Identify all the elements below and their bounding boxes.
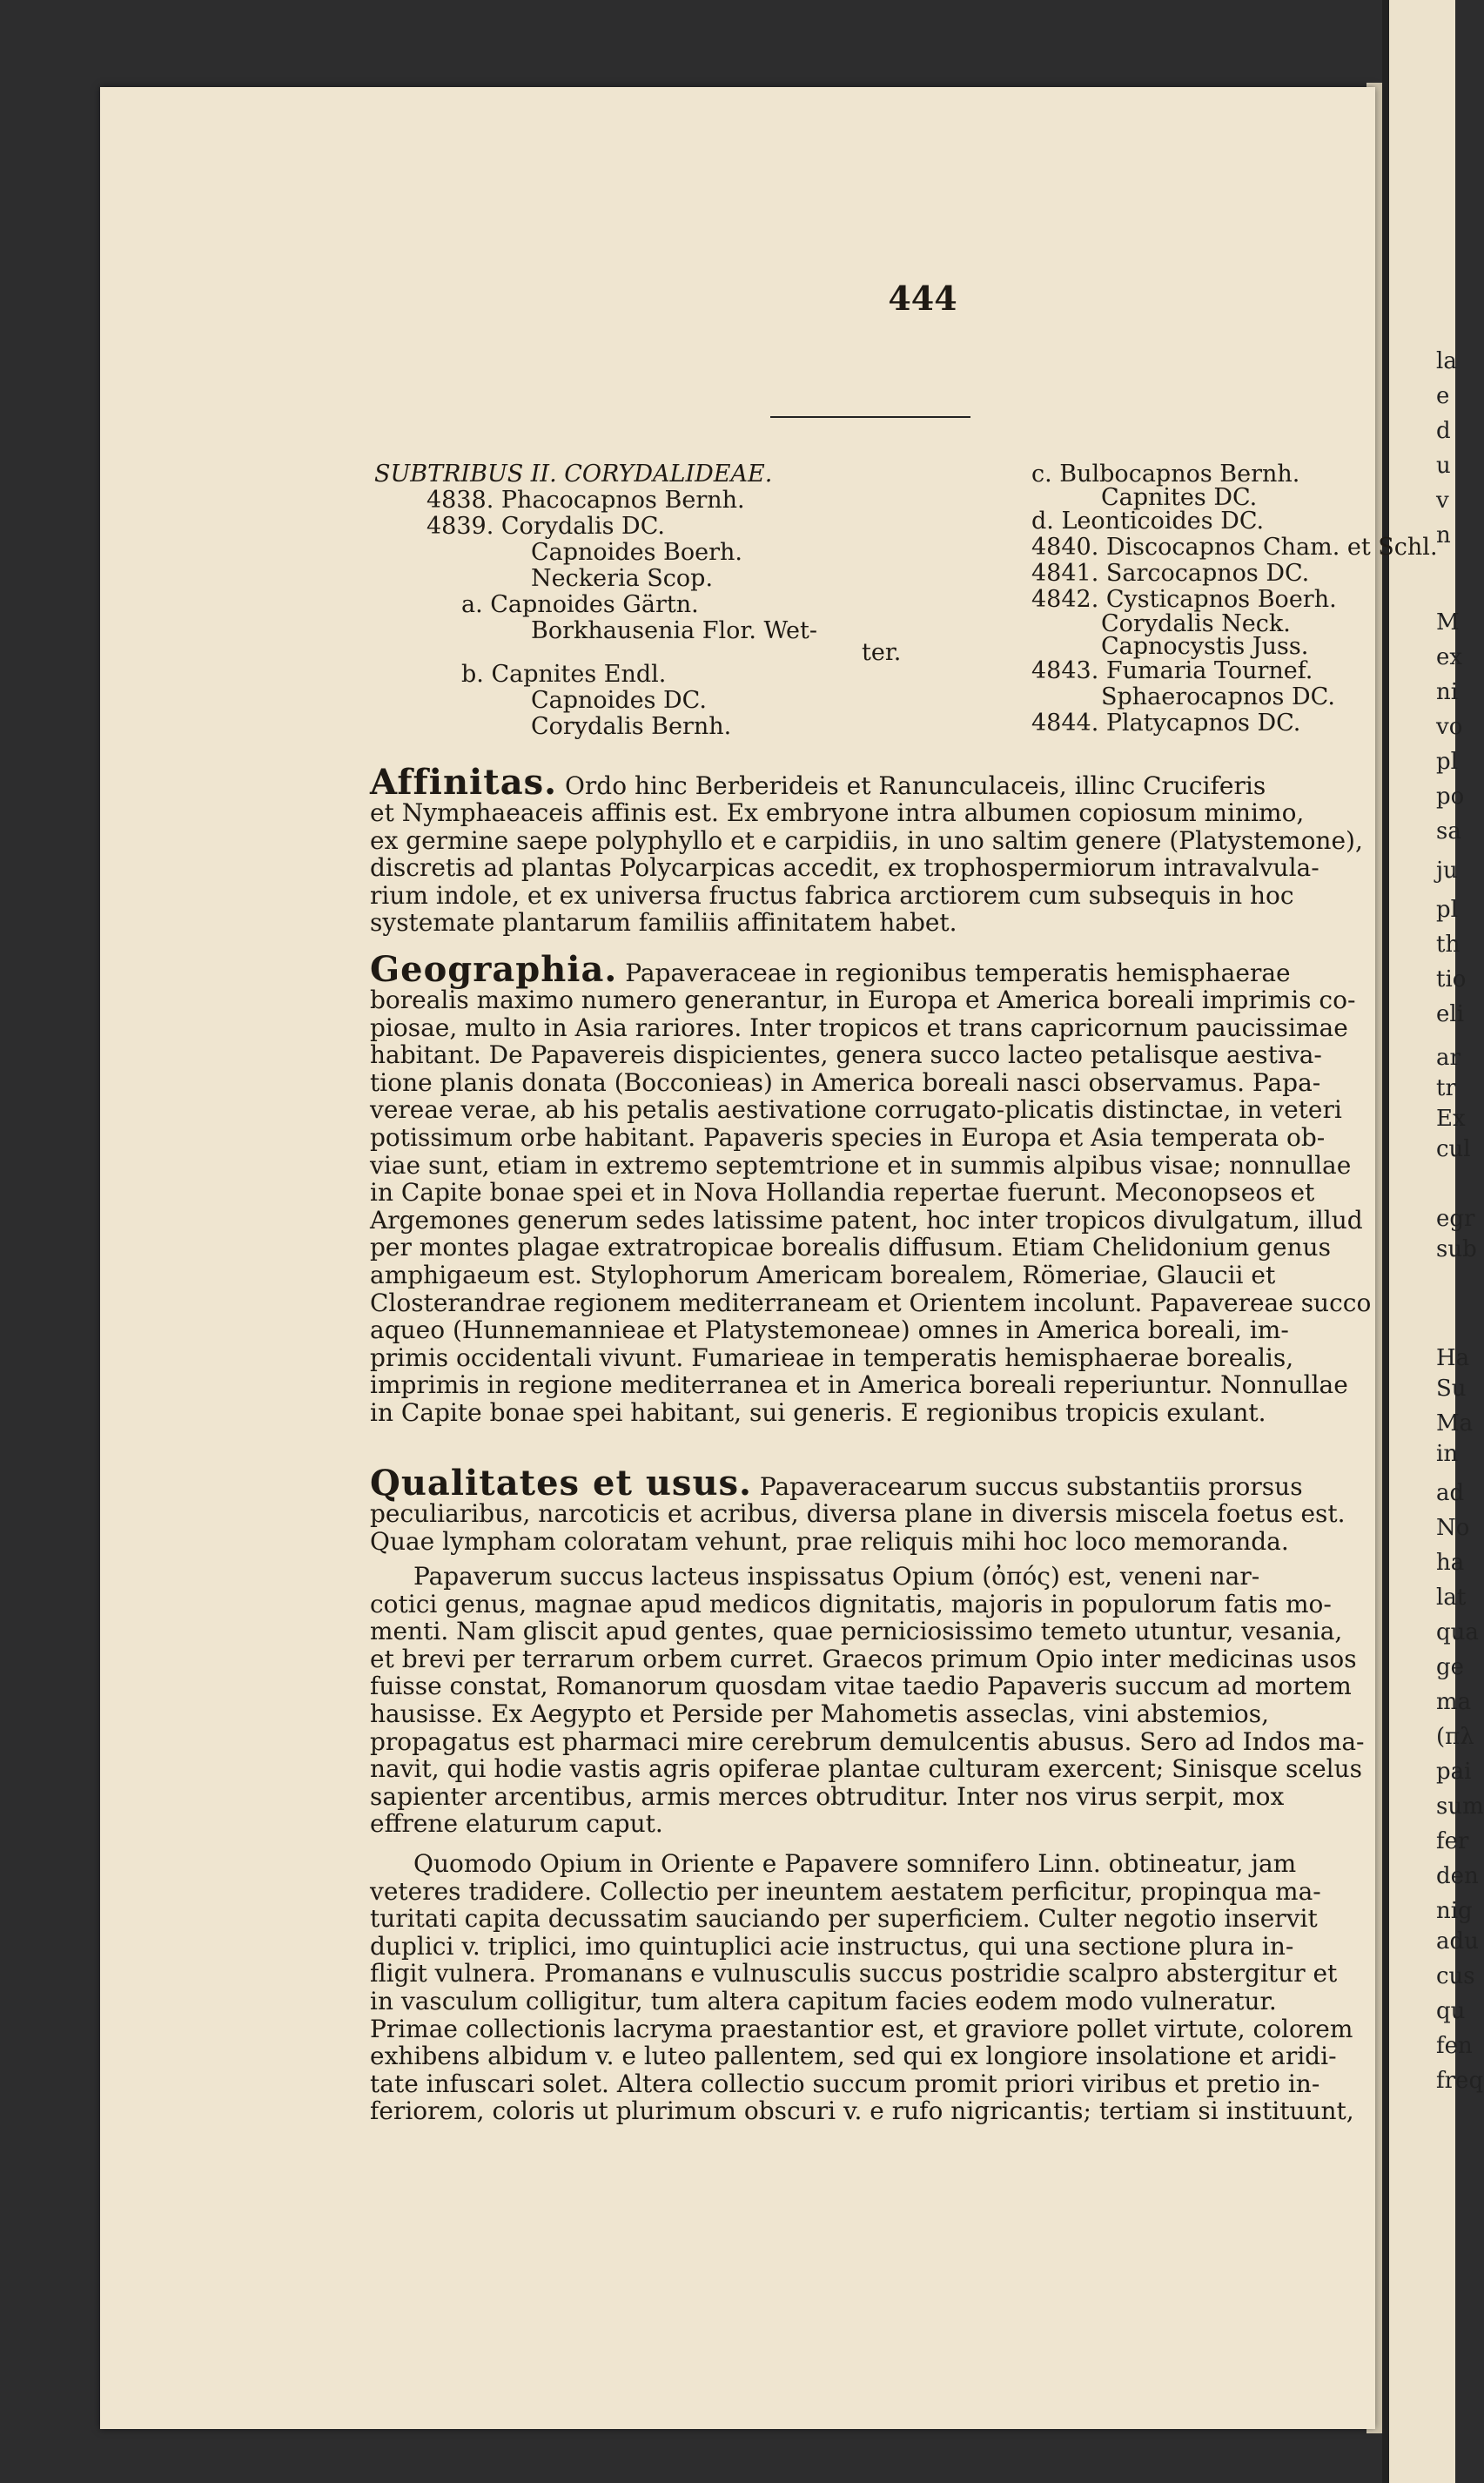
next-page-fragment: fen xyxy=(1436,2033,1473,2059)
next-page-fragment: adu xyxy=(1436,1928,1479,1955)
genus-line: 4843. Fumaria Tournef. xyxy=(1031,657,1313,684)
next-page-fragment: qua xyxy=(1436,1619,1479,1645)
text-line: per montes plagae extratropicae borealis diffusum. Etiam Chelidonium genus xyxy=(370,1233,1331,1262)
text-line: feriorem, coloris ut plurimum obscuri v. e rufo nigricantis; tertiam si instituunt, xyxy=(370,2096,1354,2126)
next-page-fragment: in xyxy=(1436,1441,1459,1467)
genus-line: 4840. Discocapnos Cham. et Schl. xyxy=(1031,534,1438,561)
text-line: discretis ad plantas Polycarpicas accedit, ex trophospermiorum intravalvula- xyxy=(370,853,1319,883)
text-line: piosae, multo in Asia rariores. Inter tropicos et trans capricornum paucissimae xyxy=(370,1013,1348,1042)
next-page-fragment: cul xyxy=(1436,1136,1471,1162)
synonym-line: ter. xyxy=(862,639,902,666)
next-page-fragment: egr xyxy=(1436,1206,1475,1232)
text-line: primis occidentali vivunt. Fumarieae in temperatis hemisphaerae borealis, xyxy=(370,1342,1294,1372)
text-line: cotici genus, magnae apud medicos dignitatis, majoris in populorum fatis mo- xyxy=(370,1589,1332,1618)
text-line: Papaveracearum succus substantiis prorsus xyxy=(759,1472,1303,1501)
text-line: potissimum orbe habitant. Papaveris species in Europa et Asia temperata ob- xyxy=(370,1122,1326,1152)
genus-line: 4838. Phacocapnos Bernh. xyxy=(426,487,745,514)
text-line: duplici v. triplici, imo quintuplici acie instructus, qui una sectione plura in- xyxy=(370,1931,1294,1961)
text-line: in Capite bonae spei et in Nova Hollandia repertae fuerunt. Meconopseos et xyxy=(370,1178,1315,1208)
qualitates-paragraph xyxy=(370,1463,1458,1556)
next-page-fragment: Ha xyxy=(1436,1345,1470,1371)
text-line: tione planis donata (Bocconieas) in America boreali nasci observamus. Papa- xyxy=(370,1067,1321,1097)
next-page-fragment: ma xyxy=(1436,1689,1472,1715)
text-line: Argemones generum sedes latissime patent, hoc inter tropicos divulgatum, illud xyxy=(370,1205,1363,1235)
next-page-fragment: ju xyxy=(1436,858,1458,884)
next-page-fragment: pai xyxy=(1436,1759,1472,1785)
text-line: menti. Nam gliscit apud gentes, quae perniciosissimo temeto utuntur, vesania, xyxy=(370,1617,1343,1646)
papaverum-paragraph xyxy=(370,1563,1458,1838)
next-page-fragment: th xyxy=(1436,932,1460,958)
text-line: sapienter arcentibus, armis merces obtruditur. Inter nos virus serpit, mox xyxy=(370,1781,1285,1811)
next-page-fragment: sum xyxy=(1436,1793,1484,1820)
text-line: veteres tradidere. Collectio per ineuntem aestatem perficitur, propinqua ma- xyxy=(370,1876,1321,1906)
synonym-line: Corydalis Bernh. xyxy=(531,713,732,740)
text-line: amphigaeum est. Stylophorum Americam borealem, Römeriae, Glaucii et xyxy=(370,1260,1276,1289)
next-page-fragment: ex xyxy=(1436,644,1463,670)
section-line: c. Bulbocapnos Bernh. xyxy=(1031,461,1300,488)
affinitas-title: Affinitas. xyxy=(370,762,558,803)
text-line: peculiaribus, narcoticis et acribus, diversa plane in diversis miscela foetus est. xyxy=(370,1499,1346,1528)
text-line: in vasculum colligitur, tum altera capitum facies eodem modo vulneratur. xyxy=(370,1986,1277,2015)
next-page-fragment: Ex xyxy=(1436,1106,1466,1132)
text-line: et brevi per terrarum orbem curret. Graecos primum Opio inter medicinas usos xyxy=(370,1644,1357,1673)
header-rule xyxy=(770,416,970,418)
synonym-line: Corydalis Neck. xyxy=(1101,610,1291,637)
next-page-fragment: la xyxy=(1436,348,1457,374)
next-page-fragment: ge xyxy=(1436,1654,1465,1680)
genus-line: 4841. Sarcocapnos DC. xyxy=(1031,560,1310,587)
subtribus-heading: SUBTRIBUS II. CORYDALIDEAE. xyxy=(374,461,773,488)
next-page-fragment: po xyxy=(1436,784,1465,810)
text-line: fuisse constat, Romanorum quosdam vitae taedio Papaveris succum ad mortem xyxy=(370,1672,1352,1701)
next-page-fragment: ni xyxy=(1436,679,1459,705)
next-page-fragment: cus xyxy=(1436,1963,1475,1989)
text-line: Ordo hinc Berberideis et Ranunculaceis, illinc Cruciferis xyxy=(564,771,1266,800)
book-page xyxy=(100,87,1438,2429)
next-page-fragment: sub xyxy=(1436,1236,1477,1262)
next-page-fragment: e xyxy=(1436,383,1450,409)
next-page-fragment: M xyxy=(1436,609,1460,636)
next-page-fragment: u xyxy=(1436,453,1451,479)
synonym-line: Borkhausenia Flor. Wet- xyxy=(531,617,818,644)
synonym-line: Capnoides Boerh. xyxy=(531,539,742,566)
next-page-fragment: freq xyxy=(1436,2068,1484,2094)
text-line: viae sunt, etiam in extremo septemtrione et in summis alpibus visae; nonnullae xyxy=(370,1150,1352,1180)
text-line: Primae collectionis lacryma praestantior est, et graviore pollet virtute, colorem xyxy=(370,2014,1353,2043)
text-line: exhibens albidum v. e luteo pallentem, sed qui ex longiore insolatione et aridi- xyxy=(370,2042,1337,2071)
text-line: et Nymphaeaceis affinis est. Ex embryone intra albumen copiosum minimo, xyxy=(370,798,1305,827)
text-line: Papaveraceae in regionibus temperatis hemisphaerae xyxy=(625,959,1291,987)
text-line: hausisse. Ex Aegypto et Perside per Mahometis asseclas, vini abstemios, xyxy=(370,1699,1270,1728)
next-page-fragment: pl xyxy=(1436,749,1458,775)
next-page-fragment: nig xyxy=(1436,1898,1473,1924)
geographia-paragraph xyxy=(370,949,1458,1427)
text-line: Quomodo Opium in Oriente e Papavere somnifero Linn. obtineatur, jam xyxy=(413,1849,1297,1878)
next-page-fragment: (πλ xyxy=(1436,1724,1474,1750)
genus-line: 4842. Cysticapnos Boerh. xyxy=(1031,586,1337,613)
next-page-fragment: tr xyxy=(1436,1075,1456,1101)
affinitas-paragraph xyxy=(370,762,1458,938)
next-page-fragment: eli xyxy=(1436,1001,1465,1027)
section-line: d. Leonticoides DC. xyxy=(1031,508,1265,535)
next-page-fragment: qu xyxy=(1436,1998,1466,2024)
next-page-fragment: No xyxy=(1436,1515,1470,1541)
page-content xyxy=(100,87,1438,2429)
text-line: effrene elaturum caput. xyxy=(370,1809,663,1839)
next-page-fragment: tio xyxy=(1436,966,1467,993)
text-line: fligit vulnera. Promanans e vulnusculis succus postridie scalpro abstergitur et xyxy=(370,1959,1338,1988)
next-page-fragment: n xyxy=(1436,522,1451,548)
next-page-fragment: sa xyxy=(1436,818,1461,844)
next-page-fragment: Ma xyxy=(1436,1410,1474,1437)
text-line: habitant. De Papavereis dispicientes, genera succo lacteo petalisque aestiva- xyxy=(370,1040,1322,1070)
text-line: turitati capita decussatim sauciando per superficiem. Culter negotio inservit xyxy=(370,1904,1318,1934)
next-page-fragment: den xyxy=(1436,1863,1479,1889)
text-line: borealis maximo numero generantur, in Europa et America boreali imprimis co- xyxy=(370,986,1356,1014)
text-line: vereae verae, ab his petalis aestivatione corrugato-plicatis distinctae, in veteri xyxy=(370,1095,1342,1125)
text-line: ex germine saepe polyphyllo et e carpidiis, in uno saltim genere (Platystemone), xyxy=(370,825,1363,855)
text-line: propagatus est pharmaci mire cerebrum demulcentis abusus. Sero ad Indos ma- xyxy=(370,1726,1365,1756)
synonym-line: Sphaerocapnos DC. xyxy=(1101,683,1335,710)
text-line: Closterandrae regionem mediterraneam et Orientem incolunt. Papavereae succo xyxy=(370,1288,1372,1317)
next-page-fragment: ha xyxy=(1436,1550,1465,1576)
quomodo-paragraph xyxy=(370,1850,1458,2125)
synonym-line: Capnoides DC. xyxy=(531,687,707,714)
text-line: Papaverum succus lacteus inspissatus Opium (ὀπός) est, veneni nar- xyxy=(413,1562,1260,1591)
genus-line: 4839. Corydalis DC. xyxy=(426,513,665,540)
text-line: systemate plantarum familiis affinitatem habet. xyxy=(370,908,957,938)
text-line: aqueo (Hunnemannieae et Platystemoneae) omnes in America boreali, im- xyxy=(370,1316,1289,1345)
next-page-fragment: Su xyxy=(1436,1376,1467,1402)
text-line: navit, qui hodie vastis agris opiferae plantae culturam exercent; Sinisque scelus xyxy=(370,1754,1363,1784)
next-page-fragment: ar xyxy=(1436,1045,1460,1071)
left-genus-column xyxy=(374,461,901,740)
qualitates-title: Qualitates et usus. xyxy=(370,1463,752,1504)
section-line: b. Capnites Endl. xyxy=(461,661,667,688)
genus-line: 4844. Platycapnos DC. xyxy=(1031,710,1301,737)
page-number: 444 xyxy=(888,279,957,318)
text-line: rium indole, et ex universa fructus fabrica arctiorem cum subsequis in hoc xyxy=(370,880,1294,910)
text-line: imprimis in regione mediterranea et in America boreali reperiuntur. Nonnullae xyxy=(370,1370,1348,1400)
section-line: a. Capnoides Gärtn. xyxy=(461,591,699,618)
right-genus-column xyxy=(927,461,1438,737)
next-page-fragment: pl xyxy=(1436,897,1458,923)
text-line: Quae lympham coloratam vehunt, prae reliquis mihi hoc loco memoranda. xyxy=(370,1526,1289,1556)
next-page-fragment: lat xyxy=(1436,1585,1467,1611)
next-page-fragment: ad xyxy=(1436,1480,1465,1506)
synonym-line: Neckeria Scop. xyxy=(531,565,714,592)
synonym-line: Capnites DC. xyxy=(1101,484,1258,511)
next-page-fragment: vo xyxy=(1436,714,1463,740)
geographia-title: Geographia. xyxy=(370,949,618,990)
next-page-fragment: fer xyxy=(1436,1828,1469,1854)
text-line: tate infuscari solet. Altera collectio succum promit priori viribus et pretio in- xyxy=(370,2069,1320,2098)
synonym-line: Capnocystis Juss. xyxy=(1101,633,1309,660)
text-line: in Capite bonae spei habitant, sui generis. E regionibus tropicis exulant. xyxy=(370,1397,1266,1427)
next-page-fragment: d xyxy=(1436,418,1451,444)
next-page-fragment: v xyxy=(1436,488,1449,514)
